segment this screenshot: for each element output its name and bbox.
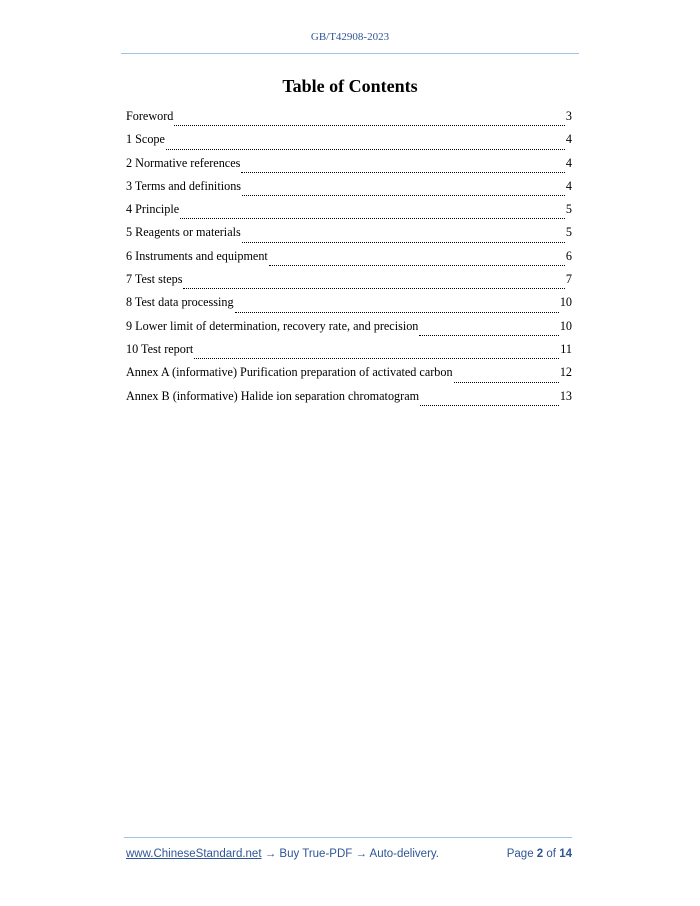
footer-promo-text: → Buy True-PDF → Auto-delivery. (261, 848, 439, 860)
toc-dot-leader (420, 405, 559, 406)
toc-dot-leader (180, 218, 565, 219)
toc-dot-leader (194, 358, 559, 359)
toc-entry-page: 4 (565, 155, 572, 170)
page-word: Page (506, 848, 534, 860)
toc-entry[interactable] (126, 202, 572, 225)
toc-entry[interactable] (126, 389, 572, 412)
toc-entry-label: 1 Scope (126, 132, 165, 147)
toc-entry-label: 5 Reagents or materials (126, 225, 241, 240)
total-page-count: 14 (559, 848, 572, 860)
page-indicator (507, 848, 572, 860)
toc-entry-page: 5 (565, 225, 572, 240)
toc-entry-page: 12 (559, 365, 572, 380)
toc-entry-page: 4 (565, 178, 572, 193)
of-word: of (546, 848, 556, 860)
toc-entry-page: 10 (559, 295, 572, 310)
toc-entry[interactable] (126, 272, 572, 295)
toc-entry[interactable] (126, 342, 572, 365)
toc-entry-label: 6 Instruments and equipment (126, 248, 268, 263)
toc-entry[interactable] (126, 225, 572, 248)
toc-entry-page: 7 (565, 272, 572, 287)
toc-dot-leader (269, 265, 565, 266)
standard-code: GB/T42908-2023 (310, 31, 390, 43)
header-divider (121, 53, 579, 54)
document-header (0, 31, 700, 43)
footer-promo (126, 848, 439, 860)
toc-entry[interactable] (126, 295, 572, 318)
toc-dot-leader (174, 125, 565, 126)
footer-divider (124, 837, 572, 838)
toc-entry[interactable] (126, 365, 572, 388)
page-title: Table of Contents (282, 76, 418, 96)
toc-entry-page: 3 (565, 109, 572, 123)
toc-dot-leader (454, 382, 559, 383)
toc-entry-label: 2 Normative references (126, 155, 241, 170)
toc-entry[interactable] (126, 132, 572, 155)
toc-entry-label: 8 Test data processing (126, 295, 234, 310)
toc-entry-page: 5 (565, 202, 572, 217)
toc-dot-leader (235, 312, 559, 313)
toc-entry[interactable] (126, 179, 572, 202)
toc-entry[interactable] (126, 319, 572, 342)
table-of-contents (126, 109, 572, 412)
toc-entry-label: Annex B (informative) Halide ion separation chromatogram (126, 388, 420, 403)
toc-entry-label: 3 Terms and definitions (126, 178, 242, 193)
toc-dot-leader (166, 149, 565, 150)
toc-entry-label: 7 Test steps (126, 272, 183, 287)
website-link[interactable]: www.ChineseStandard.net (126, 848, 262, 860)
toc-entry-label: 10 Test report (126, 341, 194, 356)
toc-entry-page: 10 (559, 318, 572, 333)
current-page-number: 2 (536, 848, 544, 860)
toc-entry-label: Annex A (informative) Purification preparation of activated carbon (126, 365, 453, 380)
toc-dot-leader (183, 288, 564, 289)
toc-entry-label: Foreword (126, 109, 174, 123)
toc-dot-leader (242, 242, 565, 243)
toc-entry[interactable] (126, 249, 572, 272)
page-footer (126, 848, 572, 860)
toc-entry-page: 6 (565, 248, 572, 263)
toc-dot-leader (419, 335, 558, 336)
toc-dot-leader (241, 172, 565, 173)
toc-entry[interactable] (126, 109, 572, 132)
toc-entry-page: 13 (559, 388, 572, 403)
toc-entry-label: 9 Lower limit of determination, recovery rate, and precision (126, 318, 419, 333)
toc-entry[interactable] (126, 156, 572, 179)
toc-entry-page: 4 (565, 132, 572, 147)
toc-entry-label: 4 Principle (126, 202, 180, 217)
toc-entry-page: 11 (560, 341, 572, 356)
toc-dot-leader (242, 195, 565, 196)
